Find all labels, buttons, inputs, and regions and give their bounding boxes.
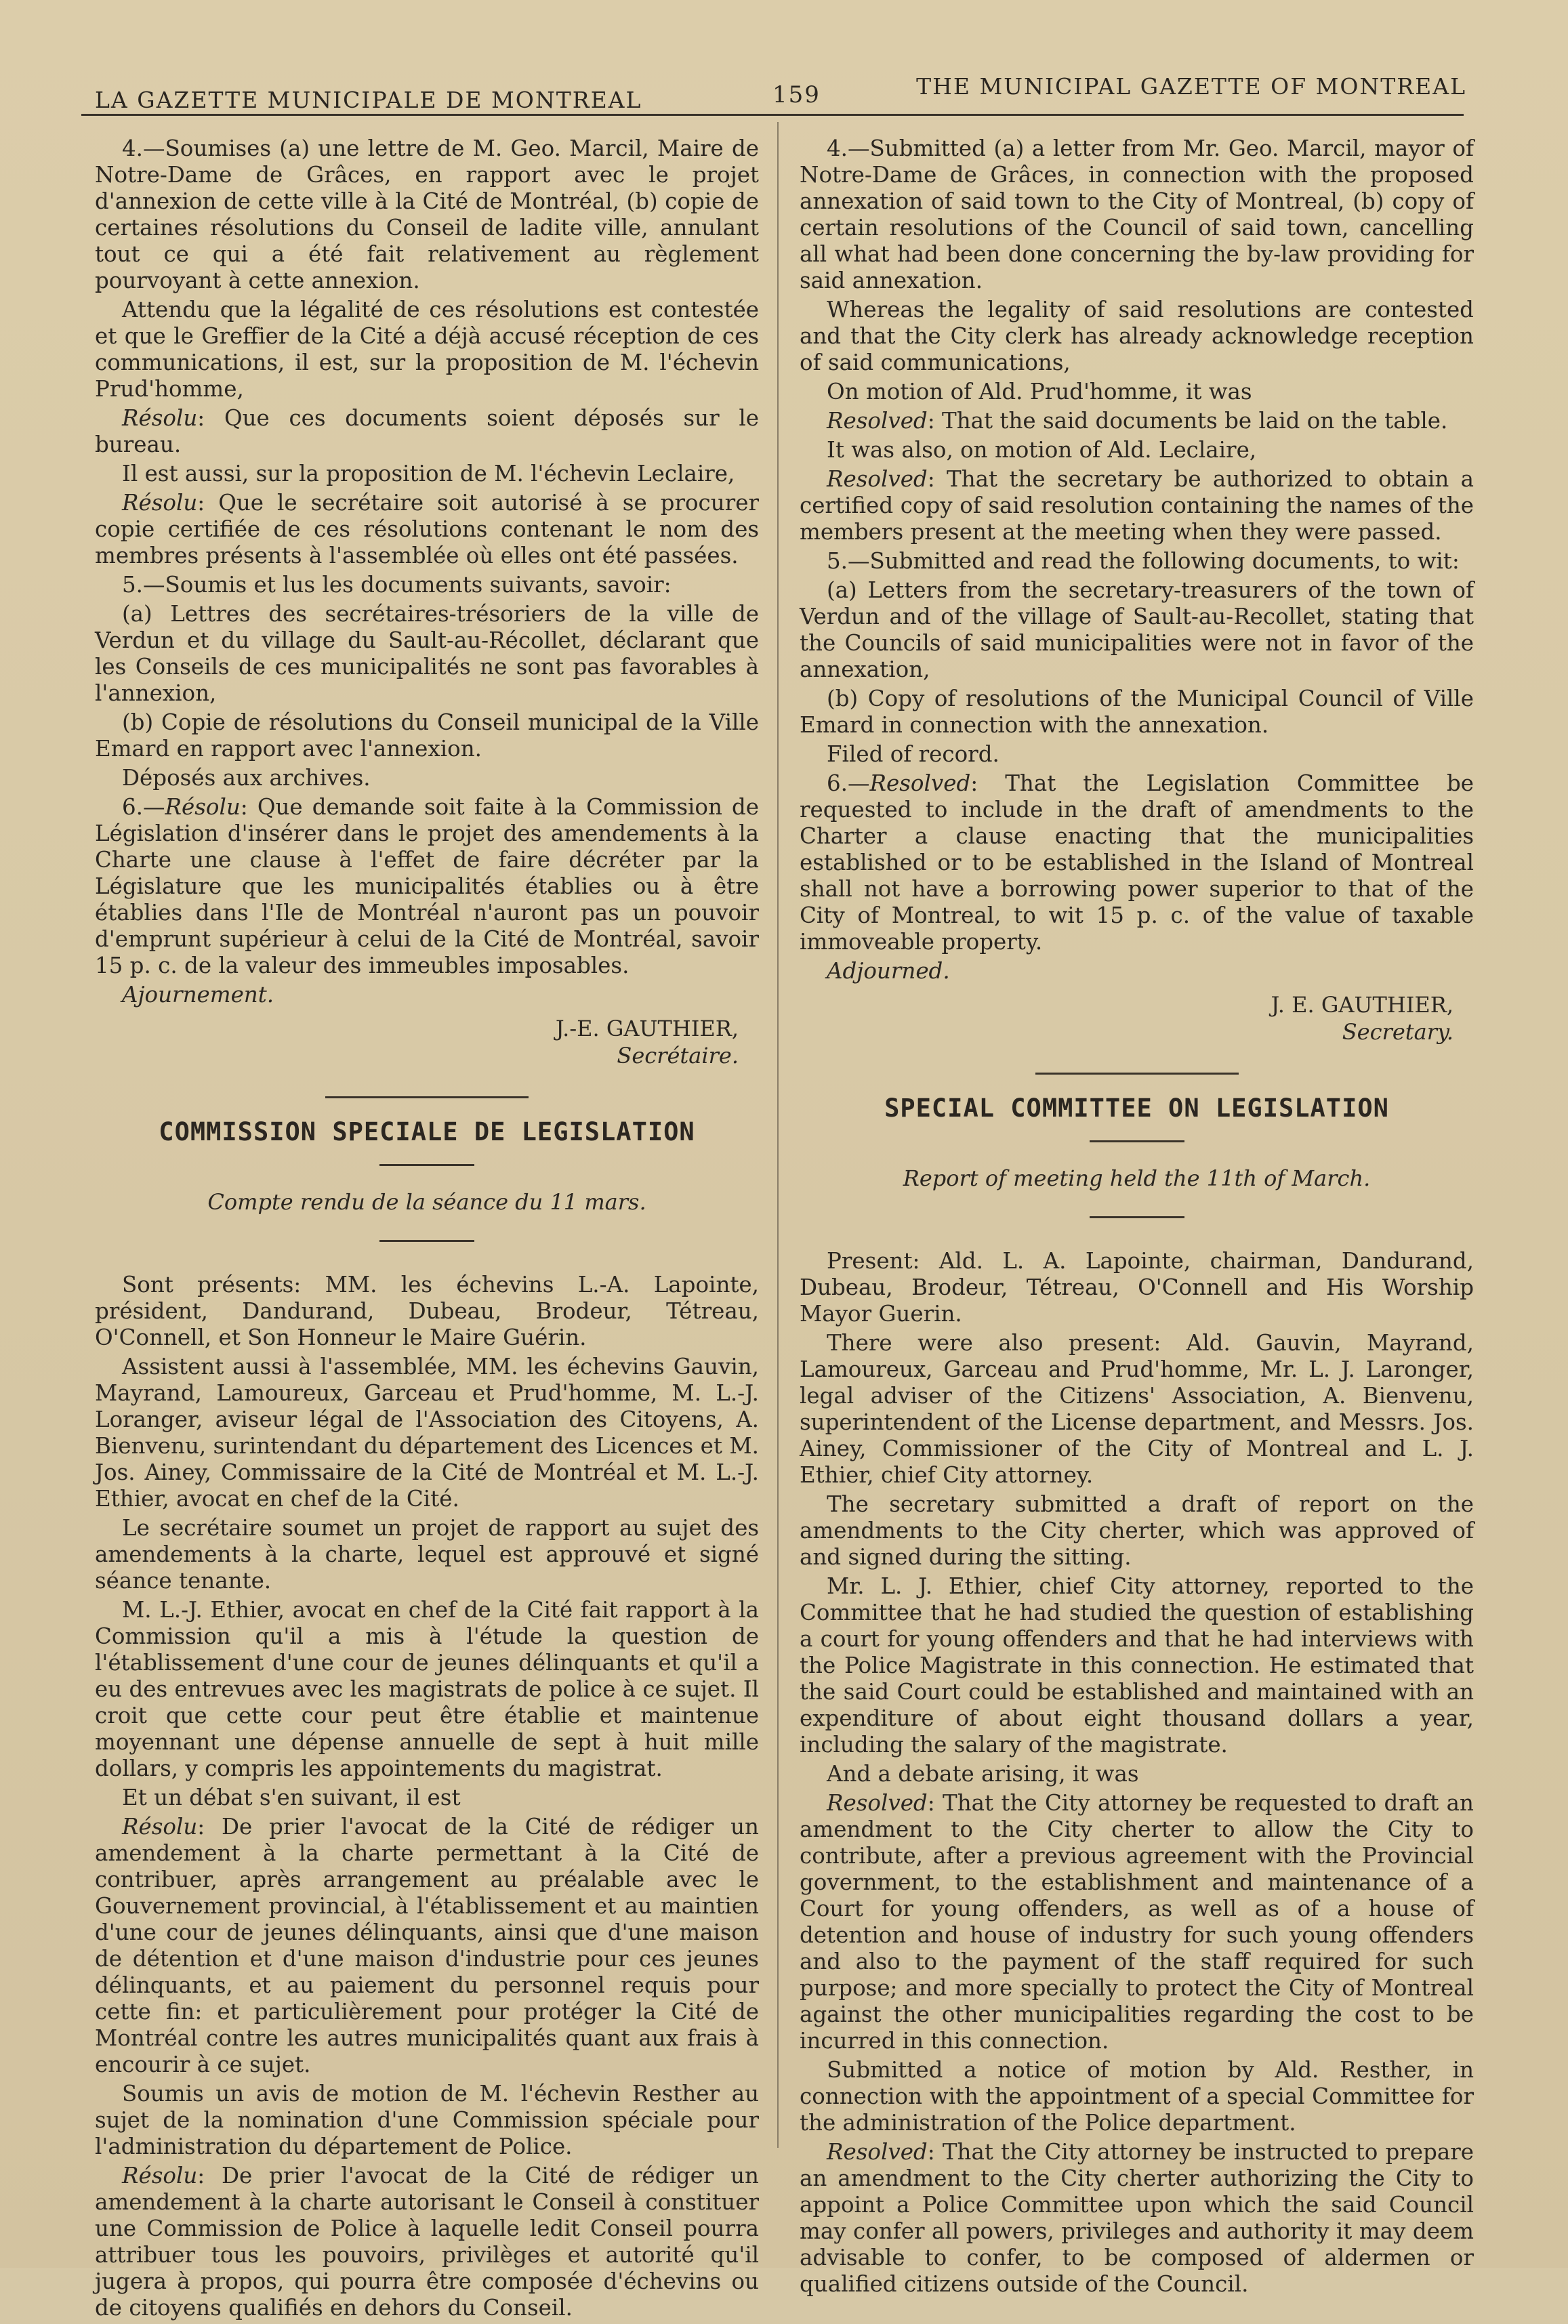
section-subtitle-fr: Compte rendu de la séance du 11 mars. (207, 1189, 646, 1215)
item-6-en (800, 770, 1474, 955)
signature-role: Secretary. (1342, 1019, 1453, 1045)
english-column (800, 136, 1474, 2300)
resolution-text: : That the secretary be authorized to obtain a certified copy of said resolution containing the names of the members present at the meeting when they were passed. (800, 466, 1474, 545)
resolution-en (800, 466, 1474, 545)
item-5-en: 5.—Submitted and read the following documents, to wit: (827, 548, 1460, 574)
draft-report-fr: Le secrétaire soumet un projet de rapport au sujet des amendements à la charte, lequel est approuvé et signé séance tenante. (95, 1515, 759, 1594)
resolution-text: : De prier l'avocat de la Cité de rédiger un amendement à la charte autorisant le Conseil à constituer une Commission de Police à laquelle ledit Conseil pourra attribuer tous les pouvoirs, privilèges et autorité qu'il jugera à propos, qui pourra être composée d'échevins ou de citoyens qualifiés en dehors du Conseil. (95, 2163, 759, 2321)
subtitle-rule (1090, 1216, 1184, 1218)
item-prefix: 6.— (122, 794, 165, 820)
page-header (95, 73, 1466, 114)
column-divider (777, 122, 779, 2148)
document-a-fr: (a) Lettres des secrétaires-trésoriers de la ville de Verdun et du village du Sault-au-Récollet, déclarant que les Conseils de ces municipalités ne sont pas favorables à l'annexion, (95, 601, 759, 706)
signature-fr (95, 1015, 759, 1069)
resolu-label: Résolu (165, 794, 241, 820)
document-b-fr: (b) Copie de résolutions du Conseil municipal de la Ville Emard en rapport avec l'annexion. (95, 709, 759, 762)
resolution-text: : That the City attorney be instructed to prepare an amendment to the City cherter authorizing the City to appoint a Police Committee upon which the said Council may confer all powers, privileges and authority it may deem advisable to confer, to be composed of aldermen or qualified citizens outside of the Council. (800, 2139, 1474, 2297)
debate-en: And a debate arising, it was (827, 1761, 1139, 1787)
header-title-english: THE MUNICIPAL GAZETTE OF MONTREAL (916, 73, 1466, 100)
item-6-fr (95, 794, 759, 979)
item-4-fr: 4.—Soumises (a) une lettre de M. Geo. Marcil, Maire de Notre-Dame de Grâces, en rapport avec le projet d'annexion de cette ville à la Cité de Montréal, (b) copie de certaines résolutions du Conseil de ladite ville, annulant tout ce qui a été fait relativement au règlement pourvoyant à cette annexion. (95, 136, 759, 293)
title-rule (1090, 1140, 1184, 1142)
resolution-fr (95, 1814, 759, 2078)
section-subtitle-en: Report of meeting held the 11th of March. (903, 1165, 1371, 1191)
ethier-report-en: Mr. L. J. Ethier, chief City attorney, reported to the Committee that he had studied the question of establishing a court for young offenders and that he had interviews with the Police Magistrate in this connection. He estimated that the said Court could be established and maintained with an expenditure of about eight thousand dollars a year, including the salary of the magistrate. (800, 1573, 1474, 1758)
section-rule (1035, 1073, 1239, 1075)
resolution-text: : Que ces documents soient déposés sur le bureau. (95, 405, 759, 457)
title-rule (379, 1164, 474, 1166)
motion-en: It was also, on motion of Ald. Leclaire, (827, 437, 1257, 463)
resolution-fr (95, 490, 759, 569)
whereas-en: Whereas the legality of said resolutions are contested and that the City clerk has already acknowledge reception of said communications, (800, 297, 1474, 375)
resolution-en (800, 2139, 1474, 2298)
debate-fr: Et un débat s'en suivant, il est (122, 1785, 461, 1810)
section-rule (325, 1096, 529, 1098)
signature-name: J. E. GAUTHIER, (1271, 992, 1453, 1018)
adjournment-en (800, 958, 1474, 984)
whereas-fr: Attendu que la légalité de ces résolutions est contestée et que le Greffier de la Cité a déjà accusé réception de ces communications, il est, sur la proposition de M. l'échevin Prud'homme, (95, 297, 759, 402)
resolution-text: : That the said documents be laid on the table. (927, 408, 1448, 434)
adjournment-label: Adjourned. (827, 958, 950, 984)
resolution-fr (95, 405, 759, 458)
french-column (95, 136, 759, 2324)
item-4-en: 4.—Submitted (a) a letter from Mr. Geo. Marcil, mayor of Notre-Dame de Grâces, in connection with the proposed annexation of said town to the City of Montreal, (b) copy of certain resolutions of the Council of said town, cancelling all what had been done concerning the by-law providing for said annexation. (800, 136, 1474, 293)
page-number: 159 (772, 81, 821, 108)
header-rule (81, 114, 1464, 116)
resolution-text: : De prier l'avocat de la Cité de rédiger un amendement à la charte permettant à la Cité de contribuer, après arrangement au préalable avec le Gouvernement provincial, à l'établissement et au maintien d'une cour de jeunes délinquants, ainsi que d'une maison de détention et d'une maison d'industrie pour ces jeunes délinquants, et au paiement du personnel requis pour cette fin: et particulièrement pour protéger la Cité de Montréal contre les autres municipalités quant aux frais à encourir à ce sujet. (95, 1814, 759, 2077)
document-a-en: (a) Letters from the secretary-treasurers of the town of Verdun and of the village of Sault-au-Recollet, stating that the Councils of said municipalities were not in favor of the annexation, (800, 577, 1474, 682)
notice-of-motion-en: Submitted a notice of motion by Ald. Resther, in connection with the appointment of a special Committee for the administration of the Police department. (800, 2057, 1474, 2136)
resolu-label: Résolu (122, 405, 198, 431)
also-present-fr: Assistent aussi à l'assemblée, MM. les échevins Gauvin, Mayrand, Lamoureux, Garceau et Prud'homme, M. L.-J. Loranger, aviseur légal de l'Association des Citoyens, A. Bienvenu, surintendant du département des Licences et M. Jos. Ainey, Commissaire de la Cité de Montréal et M. L.-J. Ethier, avocat en chef de la Cité. (95, 1354, 759, 1512)
resolution-text: : Que le secrétaire soit autorisé à se procurer copie certifiée de ces résolutions contenant le nom des membres présents à l'assemblée où elles ont été passées. (95, 490, 759, 568)
signature-name: J.-E. GAUTHIER, (555, 1016, 739, 1041)
item-prefix: 6.— (827, 770, 870, 796)
draft-report-en: The secretary submitted a draft of report on the amendments to the City cherter, which was approved of and signed during the sitting. (800, 1491, 1474, 1570)
adjournment-fr (95, 982, 759, 1008)
also-present-en: There were also present: Ald. Gauvin, Mayrand, Lamoureux, Garceau and Prud'homme, Mr. L. J. Laronger, legal adviser of the Citizens' Association, A. Bienvenu, superintendent of the License department, and Messrs. Jos. Ainey, Commissioner of the City of Montreal and L. J. Ethier, chief City attorney. (800, 1330, 1474, 1488)
adjournment-label: Ajournement. (122, 982, 274, 1008)
resolution-text: : That the Legislation Committee be requested to include in the draft of amendments to the Charter a clause enacting that the municipalities established or to be established in the Island of Montreal shall not have a borrowing power superior to that of the City of Montreal, to wit 15 p. c. of the value of taxable immoveable property. (800, 770, 1474, 955)
signature-en (800, 991, 1474, 1045)
section-title-fr: COMMISSION SPECIALE DE LEGISLATION (159, 1117, 695, 1146)
resolution-fr (95, 2163, 759, 2321)
resolution-text: : Que demande soit faite à la Commission de Législation d'insérer dans le projet des amendements à la Charte une clause à l'effet de faire décréter par la Législature que les municipalités établies ou à être établies dans l'Ile de Montréal n'auront pas un pouvoir d'emprunt supérieur à celui de la Cité de Montréal, savoir 15 p. c. de la valeur des immeubles imposables. (95, 794, 759, 978)
present-fr: Sont présents: MM. les échevins L.-A. Lapointe, président, Dandurand, Dubeau, Brodeur, Tétreau, O'Connell, et Son Honneur le Maire Guérin. (95, 1272, 759, 1350)
document-b-en: (b) Copy of resolutions of the Municipal Council of Ville Emard in connection with the annexation. (800, 686, 1474, 738)
resolved-label: Resolved (827, 466, 928, 492)
resolved-label: Resolved (869, 770, 971, 796)
subtitle-rule (379, 1240, 474, 1242)
resolved-label: Resolved (827, 2139, 928, 2165)
resolu-label: Résolu (122, 1814, 198, 1840)
resolved-label: Resolved (827, 408, 928, 434)
signature-role: Secrétaire. (617, 1043, 739, 1068)
resolution-en (800, 1790, 1474, 2054)
resolu-label: Résolu (122, 2163, 198, 2188)
resolution-text: : That the City attorney be requested to draft an amendment to the City cherter to allow the City to contribute, after a previous agreement with the Provincial government, to the establishment and maintenance of a Court for young offenders, as well as of a house of detention and house of industry for such young offenders and also to the payment of the staff required for such purpose; and more specially to protect the City of Montreal against the other municipalities regarding the cost to be incurred in this connection. (800, 1790, 1474, 2054)
motion-en: On motion of Ald. Prud'homme, it was (827, 379, 1252, 404)
motion-fr: Il est aussi, sur la proposition de M. l'échevin Leclaire, (122, 461, 735, 486)
item-5-fr: 5.—Soumis et lus les documents suivants, savoir: (122, 572, 672, 598)
header-title-french: LA GAZETTE MUNICIPALE DE MONTREAL (95, 87, 642, 113)
section-title-en: SPECIAL COMMITTEE ON LEGISLATION (884, 1094, 1389, 1123)
present-en: Present: Ald. L. A. Lapointe, chairman, Dandurand, Dubeau, Brodeur, Tétreau, O'Connell and His Worship Mayor Guerin. (800, 1248, 1474, 1327)
resolu-label: Résolu (122, 490, 198, 516)
resolution-en (800, 408, 1474, 434)
ethier-report-fr: M. L.-J. Ethier, avocat en chef de la Cité fait rapport à la Commission qu'il a mis à l'étude la question de l'établissement d'une cour de jeunes délinquants et qu'il a eu des entrevues avec les magistrats de police à ce sujet. Il croit que cette cour peut être établie et maintenue moyennant une dépense annuelle de sept à huit mille dollars, y compris les appointements du magistrat. (95, 1597, 759, 1781)
notice-of-motion-fr: Soumis un avis de motion de M. l'échevin Resther au sujet de la nomination d'une Commission spéciale pour l'administration du département de Police. (95, 2081, 759, 2159)
resolved-label: Resolved (827, 1790, 928, 1816)
filed-en: Filed of record. (827, 741, 999, 767)
filed-fr: Déposés aux archives. (122, 765, 371, 791)
